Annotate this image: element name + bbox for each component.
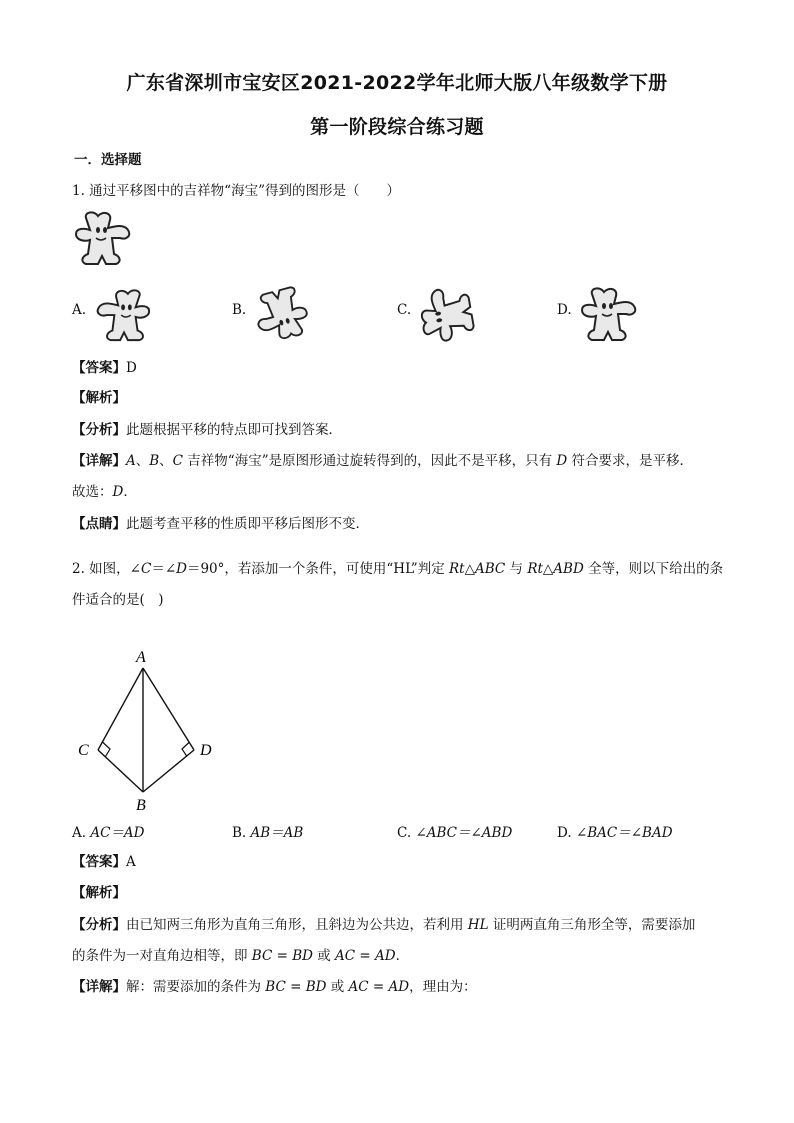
q2-option-a (72, 821, 145, 841)
vertex-label-a: A (136, 649, 146, 666)
choose-prefix: 故选： (72, 484, 113, 500)
option-text: ∠BAC＝∠BAD (575, 825, 673, 841)
option-label: B. (232, 825, 251, 841)
answer-value: D (126, 360, 137, 376)
equation: AC = AD (335, 948, 396, 964)
stem-text: ＝90°，若添加一个条件，可使用“HL”判定 (186, 561, 449, 577)
haibao-mascot-icon (94, 288, 156, 344)
kite-figure (70, 640, 230, 820)
segment-ac (98, 668, 143, 750)
vertex-label-c: C (78, 742, 89, 759)
q1-stem: 1. 通过平移图中的吉祥物“海宝”得到的图形是（ ） (72, 183, 400, 199)
var-a: A (126, 453, 136, 469)
rt-symbol: Rt (449, 561, 465, 577)
haibao-mascot-icon (578, 286, 640, 344)
triangle-abc: △ABC (464, 561, 506, 577)
page-subtitle: 第一阶段综合练习题 (310, 116, 484, 138)
detail-tag: 【详解】 (72, 453, 126, 469)
q2-fenxi-line1 (72, 915, 695, 935)
segment-cb (98, 750, 143, 792)
fenxi-text: 或 (312, 948, 336, 964)
stem-text: 2. 如图，∠ (72, 561, 141, 577)
detail-text: 吉祥物“海宝”是原图形通过旋转得到的，因此不是平移，只有 (183, 453, 557, 469)
var-c: C (172, 453, 184, 469)
q2-analysis-tag: 【解析】 (72, 885, 126, 901)
q2-answer (72, 852, 136, 872)
page-title: 广东省深圳市宝安区2021-2022学年北师大版八年级数学下册 (126, 72, 668, 94)
answer-tag: 【答案】 (72, 360, 126, 376)
fenxi-text: 此题根据平移的特点即可找到答案． (126, 422, 342, 438)
fenxi-text: ． (395, 948, 410, 964)
detail-tag: 【详解】 (72, 979, 126, 995)
option-label: D. (557, 825, 576, 841)
equation: AC = AD (348, 979, 410, 995)
segment-ad (143, 668, 194, 750)
q1-option-d-label: D. (557, 302, 572, 318)
sep: 、 (159, 453, 173, 469)
option-text: AC＝AD (90, 825, 145, 841)
q1-dianjing (72, 514, 369, 534)
var-c: C (140, 561, 152, 577)
var-d: D (176, 561, 187, 577)
q1-answer (72, 358, 137, 378)
answer-value: A (126, 854, 136, 870)
detail-text: 解：需要添加的条件为 (126, 979, 266, 995)
q1-choose (72, 482, 137, 502)
q2-option-b (232, 821, 303, 841)
var-d: D (556, 453, 568, 469)
fenxi-tag: 【分析】 (72, 917, 126, 933)
equation: BC = BD (265, 979, 327, 995)
fenxi-text: 证明两直角三角形全等，需要添加 (488, 917, 696, 933)
choose-value: D (112, 484, 124, 500)
var-b: B (149, 453, 160, 469)
detail-text: 符合要求，是平移． (567, 453, 694, 469)
dianjing-tag: 【点睛】 (72, 516, 126, 532)
option-text: ∠ABC＝∠ABD (415, 825, 513, 841)
answer-tag: 【答案】 (72, 854, 126, 870)
q1-option-c-label: C. (397, 302, 412, 318)
haibao-mascot-icon (252, 284, 310, 344)
q2-detail (72, 977, 477, 997)
dianjing-text: 此题考查平移的性质即平移后图形不变． (126, 516, 369, 532)
fenxi-tag: 【分析】 (72, 422, 126, 438)
q2-stem-line2: 件适合的是( ) (72, 592, 164, 608)
stem-text: 全等，则以下给出的条 (583, 561, 724, 577)
rt-symbol: Rt (527, 561, 543, 577)
vertex-label-d: D (200, 742, 212, 759)
choose-end: ． (123, 484, 137, 500)
haibao-mascot-icon (72, 210, 134, 268)
q2-fenxi-line2 (72, 946, 409, 966)
q1-fenxi (72, 420, 342, 440)
section-heading: 一．选择题 (74, 152, 142, 168)
sep: 、 (135, 453, 150, 469)
stem-text: ＝∠ (151, 561, 177, 577)
hl-symbol: HL (467, 917, 489, 933)
detail-text: 或 (326, 979, 349, 995)
triangle-abd: △ABD (542, 561, 584, 577)
option-text: AB＝AB (250, 825, 304, 841)
option-label: C. (397, 825, 416, 841)
haibao-mascot-icon (416, 286, 478, 342)
q1-option-a-label: A. (72, 302, 87, 318)
q2-option-c (397, 821, 512, 841)
equation: BC = BD (251, 948, 313, 964)
q2-option-d (557, 821, 673, 841)
vertex-label-b: B (136, 797, 146, 814)
fenxi-text: 由已知两三角形为直角三角形，且斜边为公共边，若利用 (126, 917, 468, 933)
stem-text: 与 (505, 561, 528, 577)
fenxi-text: 的条件为一对直角边相等，即 (72, 948, 252, 964)
q1-option-b-label: B. (232, 302, 247, 318)
q1-detail (72, 451, 693, 471)
q2-stem-line1 (72, 559, 723, 579)
detail-text: ，理由为： (409, 979, 477, 995)
q1-analysis-tag: 【解析】 (72, 390, 126, 406)
option-label: A. (72, 825, 91, 841)
